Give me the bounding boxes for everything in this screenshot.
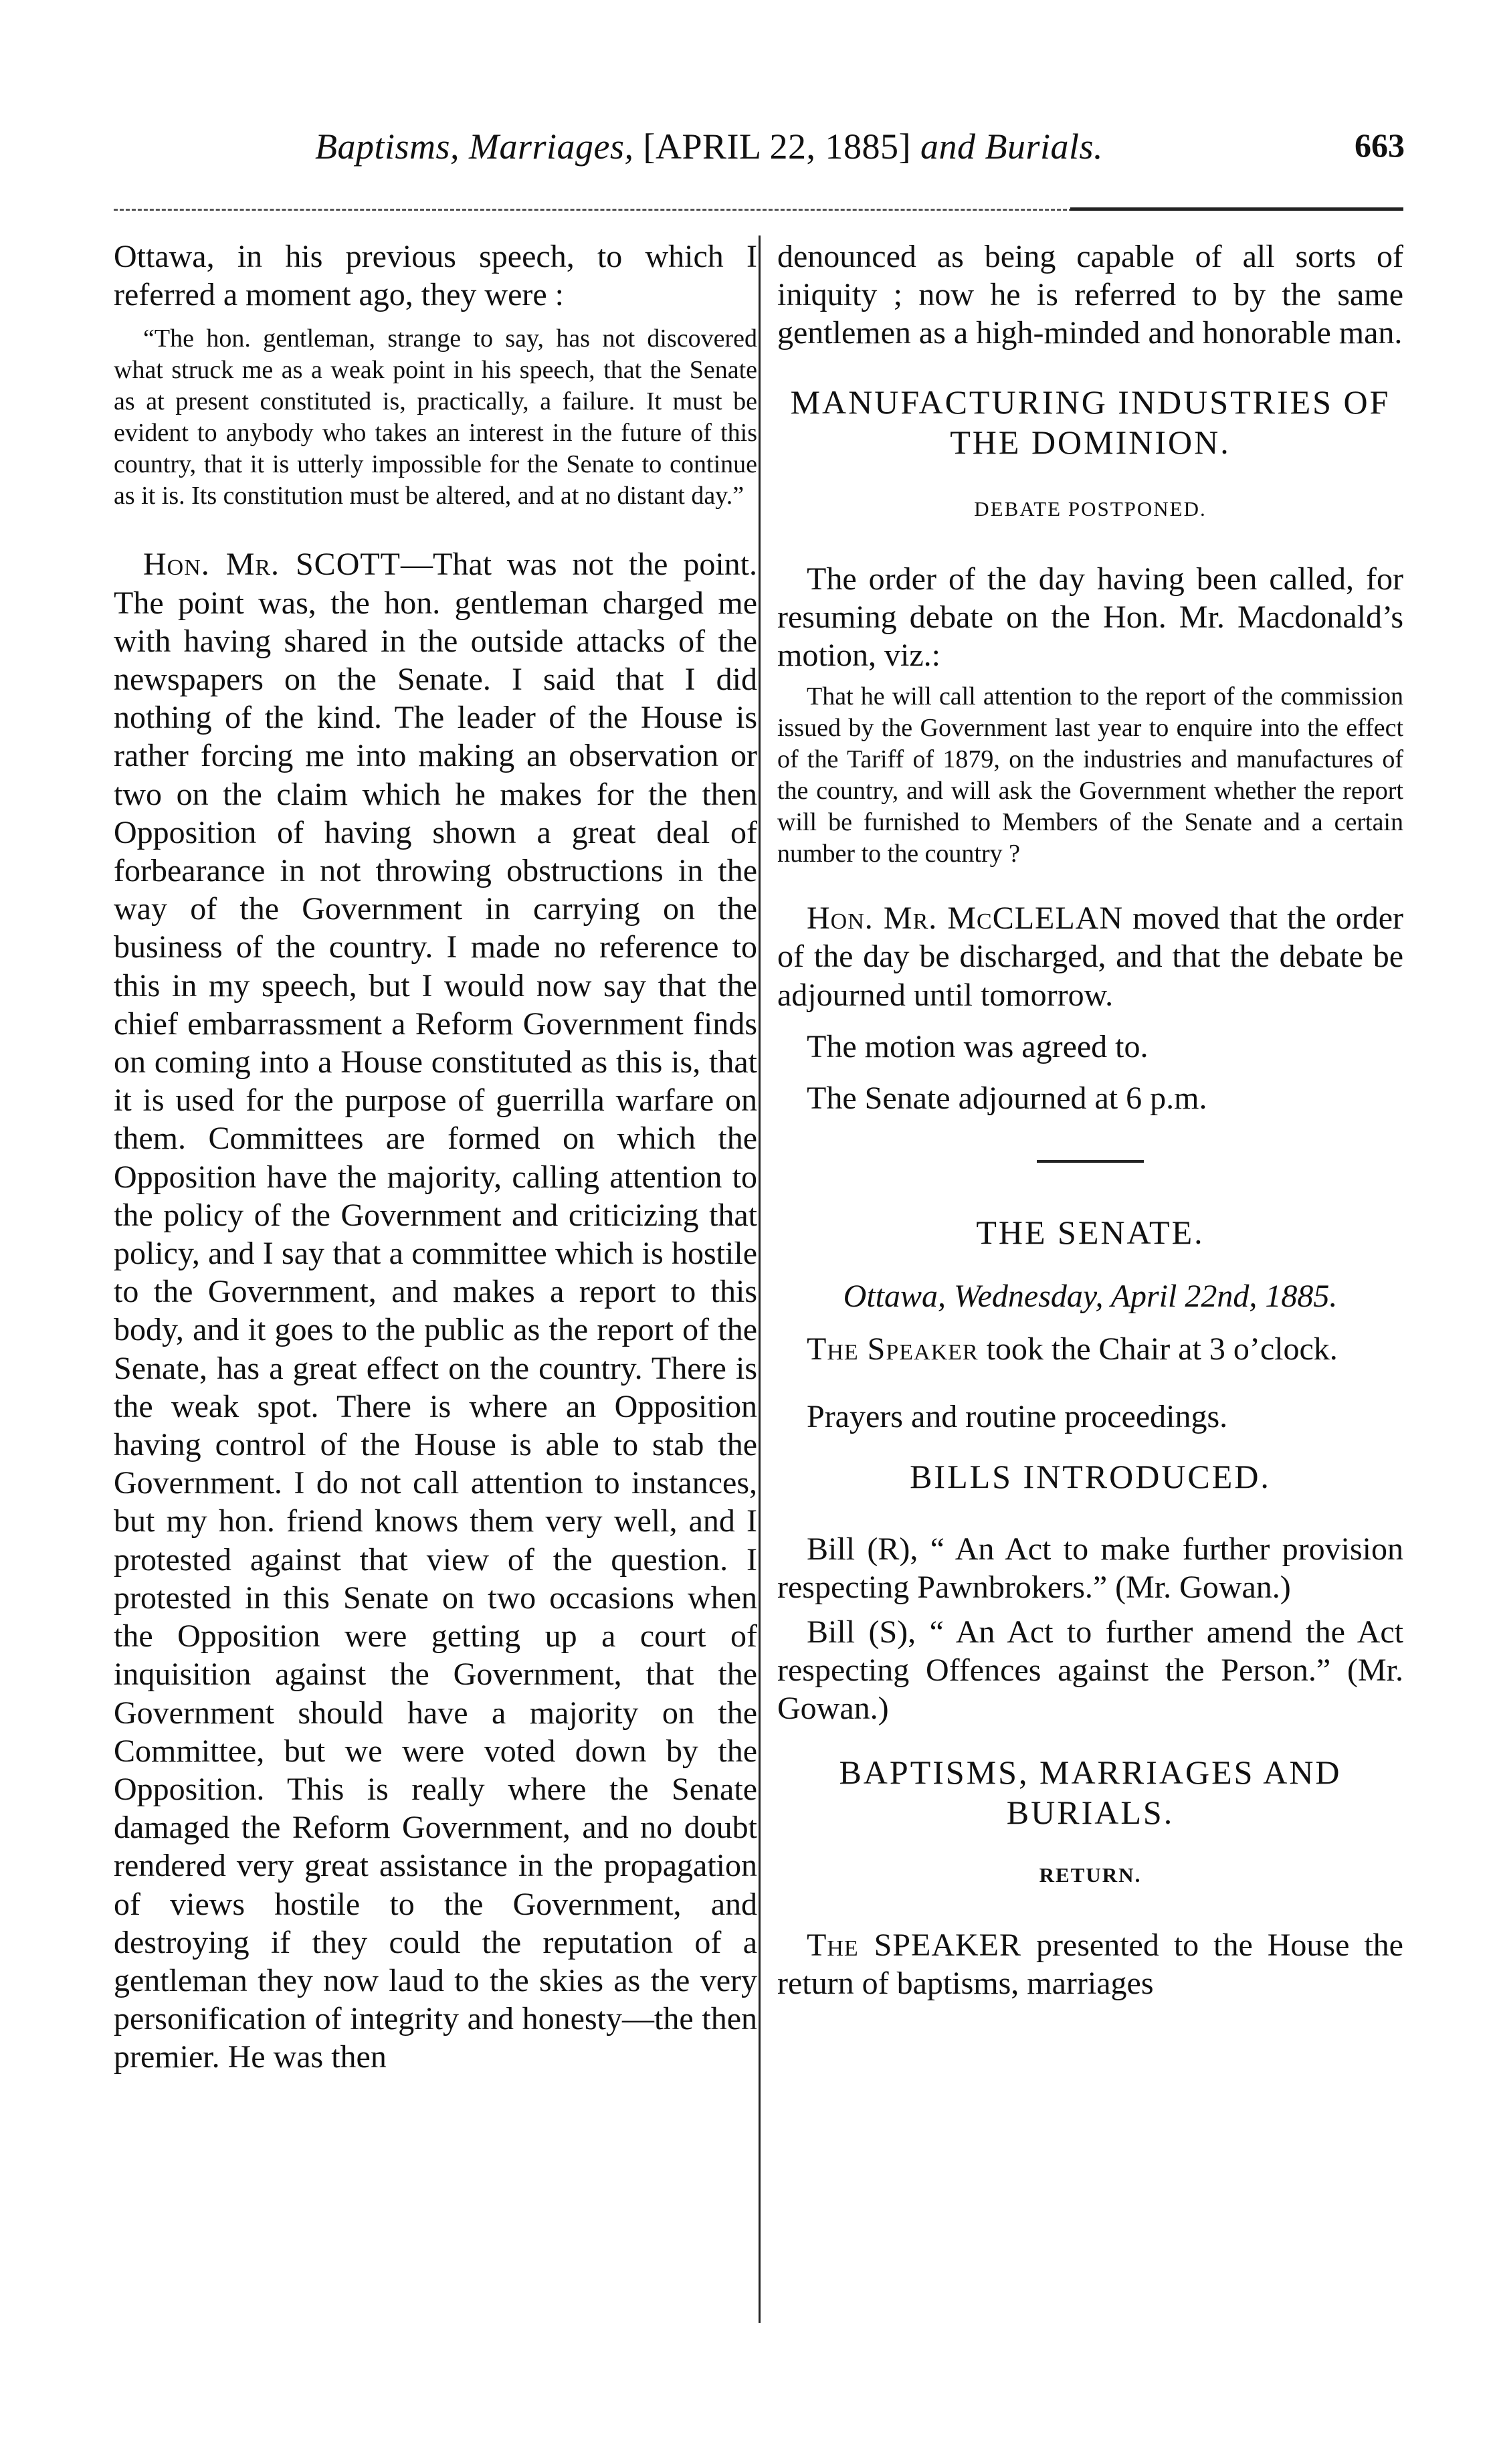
section-heading-bills: BILLS INTRODUCED.	[910, 1457, 1271, 1495]
section-heading-senate: THE SENATE.	[976, 1214, 1205, 1252]
order-of-day-paragraph: The order of the day having been called, for resuming debate on the Hon. Mr. Macdonald’s motion, viz.:	[777, 561, 1403, 674]
speech-text: —That was not the point. The point was, the hon. gentleman charged me with having shared in the outside attacks of the newspapers on the Senate. I said that I did nothing of the kind. The leader of the House is rather forcing me into making an observation or two on the claim which he makes for the then Opposition of having shown a great deal of forbearance in not throwing obstructions in the way of the Government in carrying on the business of the country. I made no reference to this in my speech, but I would now say that the chief embarrassment a Reform Government finds on coming into a House constituted as this is, that it is used for the purpose of guerrilla warfare on them. Committees are formed on which the Opposition have the majority, calling attention to the policy of the Government and criticizing that policy, and I say that a committee which is hostile to the Government, and makes a report to this body, and it goes to the public as the report of the Senate, has a great effect on the country. There is the weak spot. There is where an Opposition having control of the House is able to stab the Government. I do not call attention to instances, but my hon. friend knows them very well, and I protested against that view of the question. I protested in this Senate on two occasions when the Opposition were getting up a court of inquisition against the Government, that the Government should have a majority on the Committee, but we were voted down by the Opposition. This is really where the Senate damaged the Reform Government, and no doubt rendered very great assistance in the propagation of views hostile to the Government, and destroying if they could the reputation of a gentleman they now laud to the skies as the very personification of integrity and honesty—the then premier. He was then	[114, 547, 757, 2075]
running-title-part1: Baptisms, Marriages,	[314, 126, 634, 167]
dateline: Ottawa, Wednesday, April 22nd, 1885.	[843, 1278, 1338, 1315]
subheading-return: RETURN.	[1039, 1863, 1142, 1887]
column-divider	[759, 235, 761, 2323]
page-number: 663	[1355, 126, 1405, 164]
right-column	[777, 238, 1403, 2002]
bill-r: Bill (R), “ An Act to make further provision respecting Pawnbrokers.” (Mr. Gowan.)	[777, 1531, 1403, 1605]
prayers-paragraph: Prayers and routine proceedings.	[807, 1399, 1228, 1435]
quoted-passage: “The hon. gentleman, strange to say, has not discovered what struck me as a weak point in his speech, that the Senate as at present constituted is, practically, a failure. It must be evident to anybody who takes an interest in the future of this country, that it is utterly impossible for the Senate to continue as it is. Its constitution must be altered, and at no distant day.”	[114, 324, 757, 510]
mcclelan-paragraph	[777, 899, 1403, 1014]
speaker-chair-text: took the Chair at 3 o’clock.	[978, 1331, 1338, 1367]
section-heading-baptisms: BAPTISMS, MARRIAGES AND BURIALS.	[839, 1753, 1342, 1831]
speaker-label: The Speaker	[807, 1331, 979, 1367]
running-title	[214, 126, 1204, 167]
running-title-date: [APRIL 22, 1885]	[643, 126, 911, 167]
scott-speech	[114, 545, 757, 2076]
left-column	[114, 238, 757, 2077]
running-head	[214, 126, 1405, 173]
motion-quote: That he will call attention to the report of the commission issued by the Government last year to enquire into the effect of the Tariff of 1879, on the industries and manufactures of the country, and will ask the Government whether the report will be furnished to Members of the Senate and a certain number to the country ?	[777, 682, 1403, 868]
return-speaker: The SPEAKER	[807, 1927, 1021, 1963]
return-paragraph	[777, 1926, 1403, 2002]
senate-adjourned: The Senate adjourned at 6 p.m.	[807, 1080, 1207, 1117]
mcclelan-speaker: Hon. Mr. McCLELAN	[807, 901, 1124, 937]
motion-agreed: The motion was agreed to.	[807, 1028, 1149, 1064]
header-rule-solid	[1070, 207, 1403, 211]
running-title-part3: and Burials.	[920, 126, 1104, 167]
continued-paragraph: denounced as being capable of all sorts of iniquity ; now he is referred to by the same gentlemen as a high-minded and honorable man.	[777, 239, 1403, 351]
subheading-debate-postponed: DEBATE POSTPONED.	[974, 496, 1207, 520]
mcclelan-text: moved that the order of the day be discharged, and that the debate be adjourned until tomorrow.	[777, 901, 1403, 1013]
speaker-took-chair	[777, 1330, 1403, 1368]
speaker-name: Hon. Mr. SCOTT	[143, 547, 401, 583]
intro-paragraph: Ottawa, in his previous speech, to which I referred a moment ago, they were :	[114, 239, 757, 313]
section-heading-manufacturing: MANUFACTURING INDUSTRIES OF THE DOMINION.	[790, 383, 1391, 461]
return-text: presented to the House the return of baptisms, marriages	[777, 1927, 1403, 2001]
bill-s: Bill (S), “ An Act to further amend the Act respecting Offences against the Person.” (Mr. Gowan.)	[777, 1614, 1403, 1727]
